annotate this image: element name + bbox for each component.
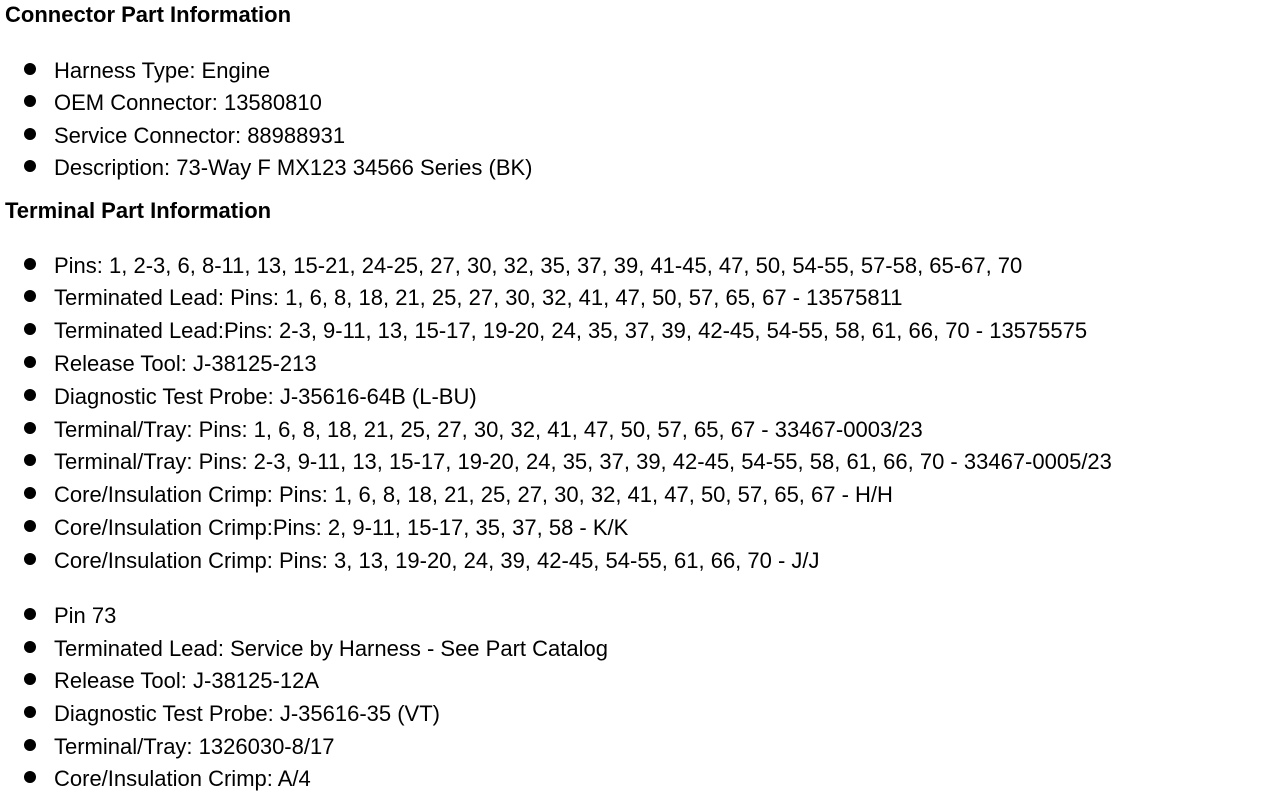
bullet-icon — [24, 290, 36, 302]
list-item: Terminal/Tray: Pins: 2-3, 9-11, 13, 15-17, 19-20, 24, 35, 37, 39, 42-45, 54-55, 58, 61, 66, 70 - 33467-0005/23 — [24, 445, 1112, 477]
list-item: Diagnostic Test Probe: J-35616-64B (L-BU) — [24, 380, 477, 412]
list-item: Pins: 1, 2-3, 6, 8-11, 13, 15-21, 24-25, 27, 30, 32, 35, 37, 39, 41-45, 47, 50, 54-55, 57-58, 65-67, 70 — [24, 249, 1022, 281]
bullet-icon — [24, 608, 36, 620]
list-item: Terminated Lead: Pins: 1, 6, 8, 18, 21, 25, 27, 30, 32, 41, 47, 50, 57, 65, 67 - 13575811 — [24, 281, 902, 313]
list-item: Terminated Lead:Pins: 2-3, 9-11, 13, 15-17, 19-20, 24, 35, 37, 39, 42-45, 54-55, 58, 61, 66, 70 - 13575575 — [24, 314, 1087, 346]
list-item: Pin 73 — [24, 599, 116, 631]
bullet-icon — [24, 422, 36, 434]
bullet-icon — [24, 520, 36, 532]
list-item: Core/Insulation Crimp: A/4 — [24, 762, 311, 794]
bullet-icon — [24, 487, 36, 499]
list-item: Release Tool: J-38125-213 — [24, 347, 317, 379]
list-item: Core/Insulation Crimp:Pins: 2, 9-11, 15-17, 35, 37, 58 - K/K — [24, 511, 628, 543]
list-item: Terminal/Tray: Pins: 1, 6, 8, 18, 21, 25, 27, 30, 32, 41, 47, 50, 57, 65, 67 - 33467-0003/23 — [24, 413, 923, 445]
list-item: Core/Insulation Crimp: Pins: 1, 6, 8, 18, 21, 25, 27, 30, 32, 41, 47, 50, 57, 65, 67 - H/H — [24, 478, 893, 510]
bullet-icon — [24, 673, 36, 685]
bullet-icon — [24, 323, 36, 335]
list-item: Service Connector: 88988931 — [24, 119, 345, 151]
list-item: Core/Insulation Crimp: Pins: 3, 13, 19-20, 24, 39, 42-45, 54-55, 61, 66, 70 - J/J — [24, 544, 820, 576]
bullet-icon — [24, 706, 36, 718]
bullet-icon — [24, 128, 36, 140]
terminal-part-heading: Terminal Part Information — [5, 198, 272, 223]
list-item: Harness Type: Engine — [24, 54, 270, 86]
bullet-icon — [24, 641, 36, 653]
bullet-icon — [24, 771, 36, 783]
list-item: Release Tool: J-38125-12A — [24, 664, 319, 696]
bullet-icon — [24, 739, 36, 751]
list-item: Description: 73-Way F MX123 34566 Series (BK) — [24, 151, 533, 183]
list-item: Terminal/Tray: 1326030-8/17 — [24, 730, 334, 762]
bullet-icon — [24, 389, 36, 401]
list-item: Diagnostic Test Probe: J-35616-35 (VT) — [24, 697, 440, 729]
bullet-icon — [24, 95, 36, 107]
bullet-icon — [24, 356, 36, 368]
bullet-icon — [24, 63, 36, 75]
bullet-icon — [24, 553, 36, 565]
connector-part-heading: Connector Part Information — [5, 2, 292, 27]
bullet-icon — [24, 454, 36, 466]
bullet-icon — [24, 160, 36, 172]
list-item: OEM Connector: 13580810 — [24, 86, 322, 118]
bullet-icon — [24, 258, 36, 270]
list-item: Terminated Lead: Service by Harness - See Part Catalog — [24, 632, 608, 664]
